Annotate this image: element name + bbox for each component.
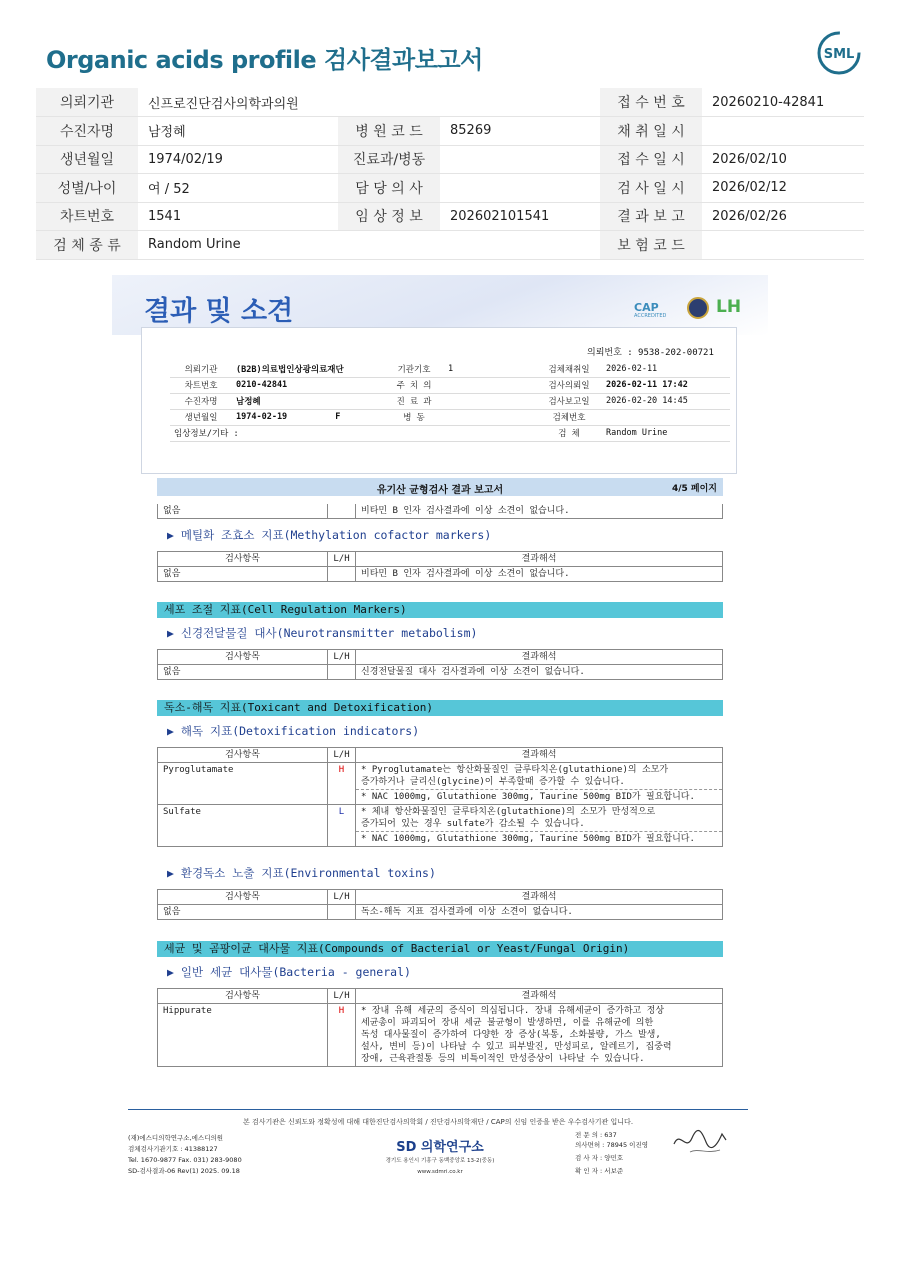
info-value: 2026/02/26 [702, 202, 864, 231]
environmental-table [157, 889, 723, 920]
col-item-header: 검사항목 [158, 552, 328, 567]
info-value: Random Urine [138, 231, 600, 260]
table-header-row [158, 650, 723, 665]
info-row [36, 145, 864, 174]
signature-image [670, 1126, 730, 1156]
info-value: 신프로진단검사의학과의원 [138, 88, 600, 117]
table-row [158, 504, 723, 519]
detail-value [602, 409, 730, 425]
interp-line: 세균총이 파괴되어 장내 세균 불균형이 발생하면, 이를 유해균에 의한 [361, 1018, 654, 1028]
interp-cell [356, 763, 723, 790]
interp-line: 증가되어 있는 경우 sulfate가 감소될 수 있습니다. [361, 819, 585, 829]
interp-cell [356, 1004, 723, 1067]
signatory-line: 검 사 자 : 양민호 [575, 1154, 624, 1162]
bacteria-section-bar: 세균 및 곰팡이균 대사물 지표(Compounds of Bacterial or Yeast/Fungal Origin) [157, 941, 723, 957]
detail-value: (B2B)의료법인상광의료재단 [232, 361, 384, 377]
report-page-title: 유기산 균형검사 결과 보고서 [376, 485, 504, 496]
sml-logo-text: SML [823, 47, 855, 62]
info-value [440, 145, 600, 174]
signatory-line: 전 문 의 : 637 [575, 1131, 617, 1139]
lh-logo: LH [716, 297, 742, 317]
methylation-subheading: ▶ 메틸화 조효소 지표(Methylation cofactor markers) [167, 528, 492, 542]
lh-flag-high: H [328, 763, 356, 805]
sd-lab-logo [370, 1136, 510, 1177]
item-cell: Sulfate [158, 805, 328, 847]
info-label: 차트번호 [36, 202, 138, 231]
col-interp-header: 결과해석 [356, 552, 723, 567]
info-label: 접 수 번 호 [600, 88, 702, 117]
interp-cell [356, 805, 723, 832]
patient-detail-box [141, 327, 737, 474]
info-value: 1541 [138, 202, 338, 231]
sd-lab-name: SD 의학연구소 [396, 1140, 484, 1155]
info-value [702, 117, 864, 146]
detail-value: 2026-02-20 14:45 [602, 393, 730, 409]
detox-table [157, 747, 723, 847]
item-cell: 없음 [158, 905, 328, 920]
info-label: 채 취 일 시 [600, 117, 702, 146]
sex-value: F [335, 412, 341, 422]
bacteria-subheading: ▶ 일반 세균 대사물(Bacteria - general) [167, 965, 411, 979]
table-header-row [158, 989, 723, 1004]
detail-value: 2026-02-11 [602, 361, 730, 377]
detail-label: 주 치 의 [384, 377, 444, 393]
detail-label: 생년월일 [170, 409, 232, 425]
sml-logo [816, 30, 862, 76]
info-label: 검 체 종 류 [36, 231, 138, 260]
detail-label: 수진자명 [170, 393, 232, 409]
col-interp-header: 결과해석 [356, 890, 723, 905]
interp-line: 장애, 근육관절통 등의 비특이적인 만성증상이 나타날 수 있습니다. [361, 1054, 645, 1064]
col-lh-header: L/H [328, 650, 356, 665]
cell-regulation-section-bar: 세포 조절 지표(Cell Regulation Markers) [157, 602, 723, 618]
interp-line: 증가하거나 글리신(glycine)이 부족할때 증가할 수 있습니다. [361, 777, 625, 787]
lab-contact-info [128, 1133, 242, 1177]
detox-subheading: ▶ 해독 지표(Detoxification indicators) [167, 724, 420, 738]
certification-notice: 본 검사기관은 신뢰도와 정확성에 대해 대한진단검사의학회 / 진단검사의학재단 / CAP의 신임 인증을 받은 우수검사기관 입니다. [242, 1118, 634, 1126]
info-row [36, 88, 864, 117]
detail-value: 남정혜 [232, 393, 384, 409]
page-number: 4/5 페이지 [671, 484, 717, 494]
toxicant-section-bar: 독소-해독 지표(Toxicant and Detoxification) [157, 700, 723, 716]
col-item-header: 검사항목 [158, 890, 328, 905]
detail-value [444, 393, 536, 409]
lab-contact-line: Tel. 1670-9877 Fax. 031) 283-9080 [128, 1156, 242, 1164]
request-number: 의뢰번호 : 9538-202-00721 [587, 348, 714, 358]
report-page-bar [157, 478, 723, 496]
sd-lab-address: 경기도 용인시 기흥구 동백중앙로 13-2(중동) [385, 1158, 495, 1164]
signatory-line: 확 인 자 : 서보준 [575, 1167, 624, 1175]
col-lh-header: L/H [328, 552, 356, 567]
info-label: 병 원 코 드 [338, 117, 440, 146]
detail-value: 0210-42841 [232, 377, 384, 393]
detail-value [444, 409, 536, 425]
environmental-subheading: ▶ 환경독소 노출 지표(Environmental toxins) [167, 866, 436, 880]
lh-cell [328, 905, 356, 920]
col-interp-header: 결과해석 [356, 650, 723, 665]
detail-label: 의뢰기관 [170, 361, 232, 377]
info-row [36, 117, 864, 146]
info-label: 수진자명 [36, 117, 138, 146]
detail-label: 차트번호 [170, 377, 232, 393]
info-label: 성별/나이 [36, 174, 138, 203]
detail-value: Random Urine [602, 425, 730, 441]
detail-value [444, 377, 536, 393]
cap-logo: CAP [634, 301, 659, 314]
lab-contact-line: (재)에스디의학연구소,에스디의원 [128, 1134, 224, 1142]
col-item-header: 검사항목 [158, 748, 328, 763]
document-title: Organic acids profile 검사결과보고서 [46, 46, 483, 74]
detail-label: 검체채취일 [536, 361, 602, 377]
lab-contact-line: SD-검사결과-06 Rev(1) 2025. 09.18 [128, 1167, 240, 1175]
info-label: 결 과 보 고 [600, 202, 702, 231]
report-page [112, 275, 768, 1077]
bacteria-table [157, 988, 723, 1067]
dob-value: 1974-02-19 [236, 412, 288, 422]
lh-flag-high: H [328, 1004, 356, 1067]
table-header-row [158, 890, 723, 905]
item-cell: Pyroglutamate [158, 763, 328, 805]
lab-contact-line: 검체검사기관기호 : 41388127 [128, 1145, 218, 1153]
col-item-header: 검사항목 [158, 650, 328, 665]
detail-value: 1 [444, 361, 536, 377]
col-item-header: 검사항목 [158, 989, 328, 1004]
interp-line: * 장내 유해 세균의 증식이 의심됩니다. 장내 유해세균이 증가하고 정상 [361, 1006, 665, 1016]
table-header-row [158, 552, 723, 567]
info-label: 진료과/병동 [338, 145, 440, 174]
interp-line: * Pyroglutamate는 항산화물질인 글루타치온(glutathione)의 소모가 [361, 765, 669, 775]
seal-icon [687, 297, 709, 319]
report-banner [112, 275, 768, 335]
lh-cell [328, 567, 356, 582]
item-cell: 없음 [158, 504, 328, 519]
col-interp-header: 결과해석 [356, 989, 723, 1004]
neurotransmitter-table [157, 649, 723, 680]
patient-info-table [36, 88, 864, 260]
methylation-table [157, 551, 723, 582]
info-value: 남정혜 [138, 117, 338, 146]
info-row [36, 231, 864, 260]
lh-cell [328, 665, 356, 680]
item-cell: Hippurate [158, 1004, 328, 1067]
sd-lab-website: www.sdmri.co.kr [417, 1169, 463, 1175]
info-label: 의뢰기관 [36, 88, 138, 117]
detail-label: 검사보고일 [536, 393, 602, 409]
info-label: 임 상 정 보 [338, 202, 440, 231]
table-row [158, 665, 723, 680]
item-cell: 없음 [158, 567, 328, 582]
col-lh-header: L/H [328, 989, 356, 1004]
detail-label: 병 동 [384, 409, 444, 425]
info-value [702, 231, 864, 260]
recommendation-cell: * NAC 1000mg, Glutathione 300mg, Taurine 500mg BID가 필요합니다. [356, 832, 723, 847]
cap-accredited-text: ACCREDITED [634, 313, 667, 319]
detail-label: 검사의뢰일 [536, 377, 602, 393]
info-value: 1974/02/19 [138, 145, 338, 174]
info-value: 85269 [440, 117, 600, 146]
recommendation-cell: * NAC 1000mg, Glutathione 300mg, Taurine 500mg BID가 필요합니다. [356, 790, 723, 805]
table-row [158, 805, 723, 832]
col-lh-header: L/H [328, 890, 356, 905]
detail-value [232, 409, 384, 425]
detail-label: 기관기호 [384, 361, 444, 377]
col-interp-header: 결과해석 [356, 748, 723, 763]
lh-cell [328, 504, 356, 519]
interp-line: 독성 대사물질이 증가하여 다양한 장 증상(복통, 소화불량, 가스 발생, [361, 1030, 661, 1040]
info-value [440, 174, 600, 203]
interp-line: 설사, 변비 등)이 나타날 수 있고 피부발진, 만성피로, 알레르기, 집중력 [361, 1042, 672, 1052]
info-value: 여 / 52 [138, 174, 338, 203]
info-value: 20260210-42841 [702, 88, 864, 117]
table-row [158, 763, 723, 790]
info-label: 검 사 일 시 [600, 174, 702, 203]
info-value: 2026/02/12 [702, 174, 864, 203]
info-row [36, 174, 864, 203]
detail-label: 검체번호 [536, 409, 602, 425]
neurotransmitter-subheading: ▶ 신경전달물질 대사(Neurotransmitter metabolism) [167, 626, 478, 640]
signatory-line: 의사면허 : 78945 이진영 [575, 1141, 649, 1149]
info-label: 접 수 일 시 [600, 145, 702, 174]
table-row [158, 567, 723, 582]
info-label: 담 당 의 사 [338, 174, 440, 203]
info-label: 보 험 코 드 [600, 231, 702, 260]
banner-title: 결과 및 소견 [144, 296, 294, 327]
info-row [36, 202, 864, 231]
signatories [575, 1130, 648, 1176]
patient-detail-grid [170, 361, 730, 442]
interp-cell: 비타민 B 인자 검사결과에 이상 소견이 없습니다. [356, 504, 723, 519]
detail-value: 2026-02-11 17:42 [602, 377, 730, 393]
table-header-row [158, 748, 723, 763]
detail-label: 진 료 과 [384, 393, 444, 409]
interp-cell: 독소-해독 지표 검사결과에 이상 소견이 없습니다. [356, 905, 723, 920]
item-cell: 없음 [158, 665, 328, 680]
detail-label: 임상정보/기타 : [170, 425, 536, 441]
col-lh-header: L/H [328, 748, 356, 763]
interp-line: * 체내 항산화물질인 글루타치온(glutathione)의 소모가 만성적으로 [361, 807, 656, 817]
interp-cell: 신경전달물질 대사 검사결과에 이상 소견이 없습니다. [356, 665, 723, 680]
lh-flag-low: L [328, 805, 356, 847]
result-table-continued [157, 504, 723, 519]
info-label: 생년월일 [36, 145, 138, 174]
table-row [158, 905, 723, 920]
table-row [158, 1004, 723, 1067]
info-value: 2026/02/10 [702, 145, 864, 174]
detail-label: 검 체 [536, 425, 602, 441]
interp-cell: 비타민 B 인자 검사결과에 이상 소견이 없습니다. [356, 567, 723, 582]
info-value: 202602101541 [440, 202, 600, 231]
footer-divider [128, 1109, 748, 1110]
